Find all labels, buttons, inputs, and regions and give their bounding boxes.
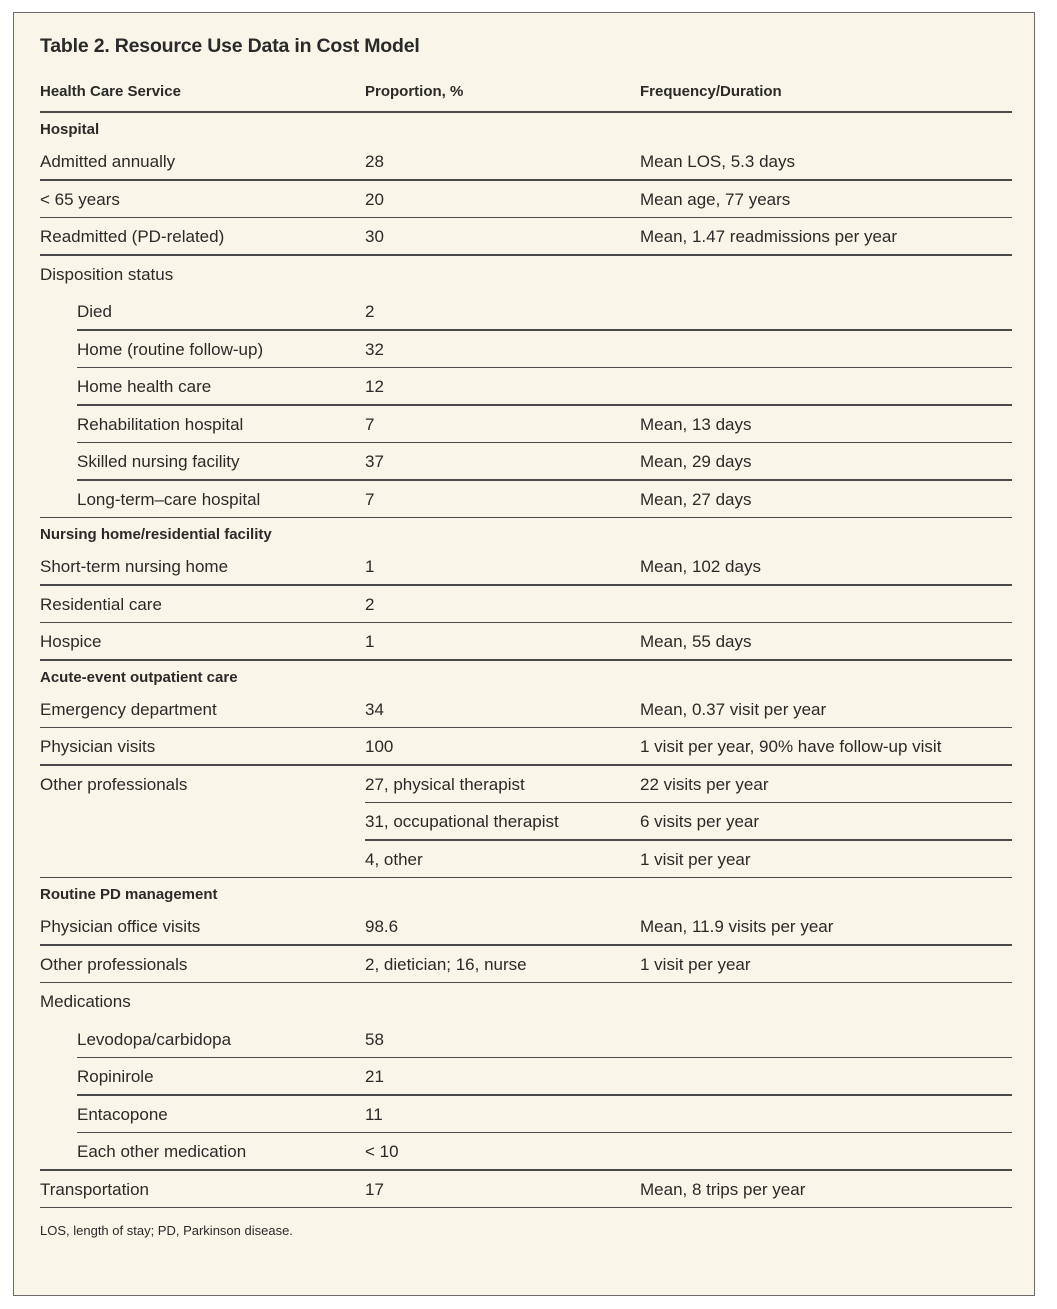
table-panel xyxy=(13,12,1035,1296)
proportion-cell: 58 xyxy=(365,1029,384,1049)
service-cell: Levodopa/carbidopa xyxy=(77,1029,232,1049)
section-label: Hospital xyxy=(40,121,100,138)
proportion-cell: 2 xyxy=(365,302,375,321)
table-row xyxy=(40,331,1012,369)
frequency-cell: Mean, 11.9 visits per year xyxy=(640,917,834,936)
proportion-cell: 7 xyxy=(365,489,375,509)
proportion-cell: 11 xyxy=(365,1104,383,1124)
table-row xyxy=(40,983,1012,1021)
table-row xyxy=(40,1021,1012,1059)
table-row xyxy=(40,406,1012,444)
section-header-row xyxy=(40,661,1012,691)
service-cell: Each other medication xyxy=(77,1142,247,1161)
frequency-cell: Mean, 1.47 readmissions per year xyxy=(640,227,898,246)
table-title: Table 2. Resource Use Data in Cost Model xyxy=(40,35,420,57)
table-row xyxy=(40,728,1012,766)
proportion-cell: 34 xyxy=(365,699,384,719)
column-header-service: Health Care Service xyxy=(40,83,181,100)
proportion-cell: 27, physical therapist xyxy=(365,774,525,794)
table-row xyxy=(40,586,1012,624)
service-cell: Readmitted (PD-related) xyxy=(40,227,225,246)
service-cell: Long-term–care hospital xyxy=(77,489,261,509)
section-header-row xyxy=(40,518,1012,548)
frequency-cell: 1 visit per year, 90% have follow-up visit xyxy=(640,737,942,756)
proportion-cell: 21 xyxy=(365,1067,384,1086)
proportion-cell: 1 xyxy=(365,632,375,651)
proportion-cell: 7 xyxy=(365,414,375,434)
proportion-cell: 1 xyxy=(365,557,375,576)
table-footnote: LOS, length of stay; PD, Parkinson disease. xyxy=(40,1223,293,1238)
proportion-cell: 30 xyxy=(365,227,384,246)
service-cell: Medications xyxy=(40,992,131,1011)
proportion-cell: 20 xyxy=(365,189,384,209)
section-header-row xyxy=(40,113,1012,143)
service-cell: Home (routine follow-up) xyxy=(77,339,264,359)
frequency-cell: Mean, 0.37 visit per year xyxy=(640,699,827,719)
frequency-cell: 1 visit per year xyxy=(640,849,751,869)
proportion-cell: 100 xyxy=(365,737,394,756)
service-cell: Physician visits xyxy=(40,737,156,756)
service-cell: Skilled nursing facility xyxy=(77,452,240,471)
table-row xyxy=(40,766,1012,804)
table-row xyxy=(40,1133,1012,1171)
table-row xyxy=(40,1058,1012,1096)
proportion-cell: < 10 xyxy=(365,1142,399,1161)
frequency-cell: Mean, 13 days xyxy=(640,414,752,434)
service-cell: Residential care xyxy=(40,594,162,614)
table-row xyxy=(40,946,1012,984)
table-row xyxy=(40,181,1012,219)
table-row xyxy=(40,443,1012,481)
service-cell: Ropinirole xyxy=(77,1067,154,1086)
section-label: Acute-event outpatient care xyxy=(40,668,238,686)
table-body xyxy=(40,113,1012,1208)
proportion-cell: 2 xyxy=(365,594,375,614)
table-row xyxy=(40,368,1012,406)
frequency-cell: Mean, 8 trips per year xyxy=(640,1179,806,1199)
section-label: Nursing home/residential facility xyxy=(40,526,272,543)
table-row xyxy=(40,1171,1012,1209)
proportion-cell: 2, dietician; 16, nurse xyxy=(365,954,527,974)
section-label: Routine PD management xyxy=(40,886,218,903)
proportion-cell: 31, occupational therapist xyxy=(365,812,559,831)
table-row xyxy=(40,143,1012,181)
service-cell: Died xyxy=(77,302,112,321)
table-row xyxy=(40,481,1012,519)
resource-use-table xyxy=(40,73,1012,1208)
service-cell: Short-term nursing home xyxy=(40,557,229,576)
proportion-cell: 4, other xyxy=(365,849,423,869)
frequency-cell: Mean, 29 days xyxy=(640,452,752,471)
frequency-cell: Mean, 55 days xyxy=(640,632,752,651)
proportion-cell: 17 xyxy=(365,1179,384,1199)
proportion-cell: 32 xyxy=(365,339,384,359)
table-row xyxy=(40,803,1012,841)
proportion-cell: 28 xyxy=(365,152,384,171)
proportion-cell: 98.6 xyxy=(365,917,399,936)
table-row xyxy=(40,293,1012,331)
frequency-cell: 6 visits per year xyxy=(640,812,760,831)
table-row xyxy=(40,691,1012,729)
table-row xyxy=(40,548,1012,586)
frequency-cell: 1 visit per year xyxy=(640,954,751,974)
service-cell: Entacopone xyxy=(77,1104,168,1124)
service-cell: Emergency department xyxy=(40,699,217,719)
service-cell: Other professionals xyxy=(40,774,188,794)
table-row xyxy=(40,1096,1012,1134)
proportion-cell: 12 xyxy=(365,377,384,396)
frequency-cell: Mean, 102 days xyxy=(640,557,761,576)
service-cell: Admitted annually xyxy=(40,152,176,171)
service-cell: < 65 years xyxy=(40,189,120,209)
section-header-row xyxy=(40,878,1012,908)
table-header xyxy=(40,73,1012,113)
column-header-frequency: Frequency/Duration xyxy=(640,83,782,100)
service-cell: Rehabilitation hospital xyxy=(77,414,244,434)
service-cell: Home health care xyxy=(77,377,212,396)
frequency-cell: Mean LOS, 5.3 days xyxy=(640,152,795,171)
frequency-cell: 22 visits per year xyxy=(640,774,769,794)
table-row xyxy=(40,623,1012,661)
table-row xyxy=(40,841,1012,879)
table-row xyxy=(40,218,1012,256)
frequency-cell: Mean age, 77 years xyxy=(640,189,791,209)
service-cell: Transportation xyxy=(40,1179,149,1199)
service-cell: Disposition status xyxy=(40,264,174,284)
service-cell: Physician office visits xyxy=(40,917,201,936)
table-row xyxy=(40,256,1012,294)
frequency-cell: Mean, 27 days xyxy=(640,489,752,509)
proportion-cell: 37 xyxy=(365,452,384,471)
column-header-proportion: Proportion, % xyxy=(365,83,464,100)
service-cell: Hospice xyxy=(40,632,102,651)
table-row xyxy=(40,908,1012,946)
service-cell: Other professionals xyxy=(40,954,188,974)
